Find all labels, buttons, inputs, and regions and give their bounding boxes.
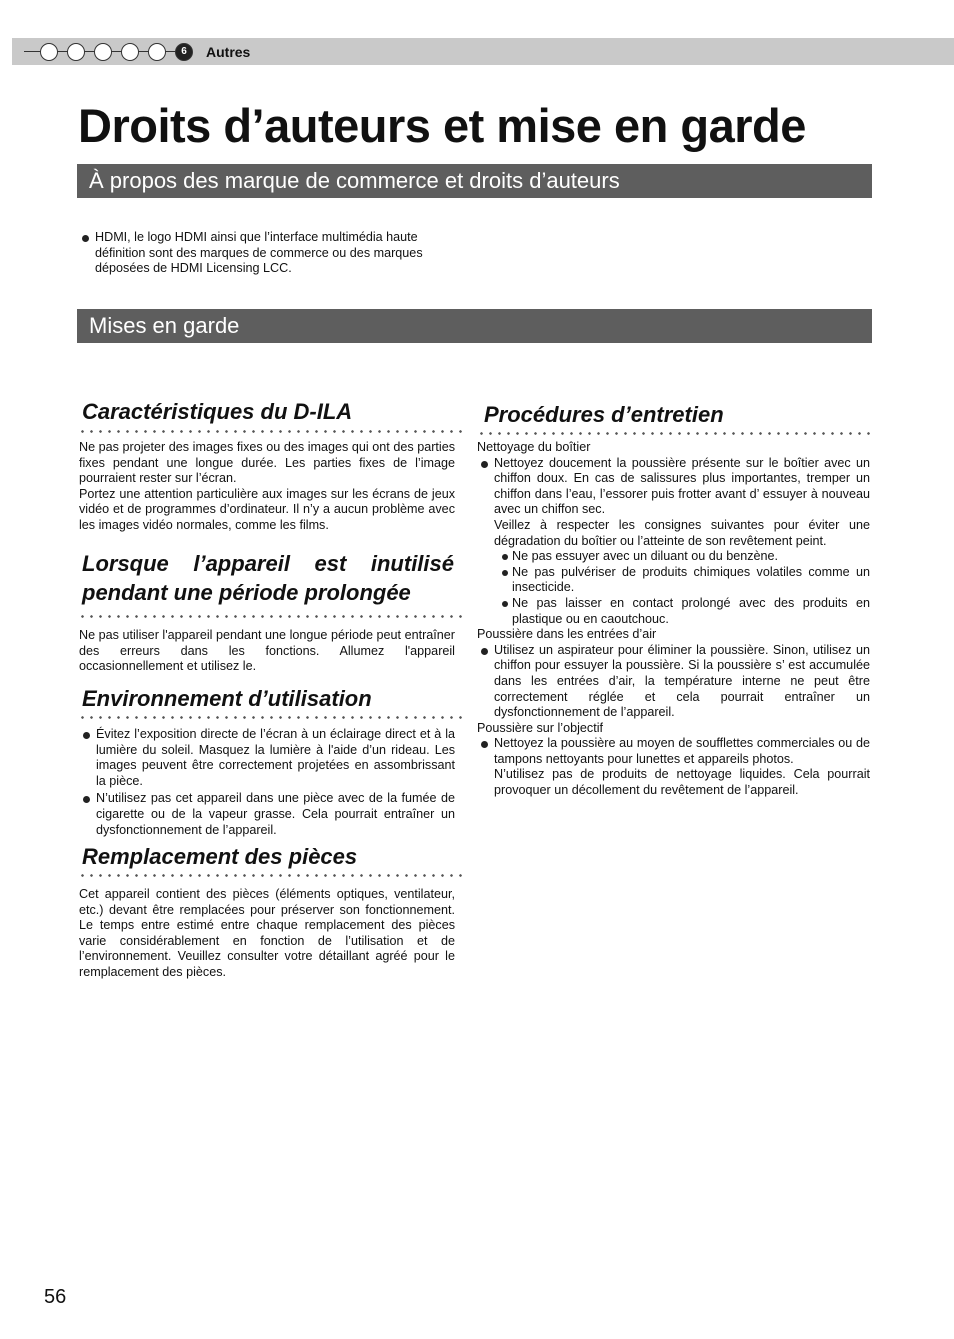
paragraph: N’utilisez pas de produits de nettoyage liquides. Cela pourrait provoquer un décollement du revêtement de l’appareil. [494, 767, 870, 798]
list-item: HDMI, le logo HDMI ainsi que l’interface multimédia haute définition sont des marques de commerce ou des marques déposées de HDMI Licensing LCC. [78, 230, 468, 277]
list-item: Utilisez un aspirateur pour éliminer la poussière. Sinon, utilisez un chiffon pour essuyer la poussière. Si la poussière s’ est accumulée dans les entrées d’air, la température interne ne peut être correctement réglée et cela pourrait entraîner un dysfonctionnement de l’appareil. [477, 643, 870, 721]
vents-label: Poussière dans les entrées d’air [477, 627, 657, 642]
warnings-heading: Mises en garde [77, 309, 872, 343]
current-chapter-badge: 6 [175, 43, 193, 61]
list-item: Ne pas essuyer avec un diluant ou du benzène. [477, 549, 870, 565]
parts-heading: Remplacement des pièces [82, 844, 358, 869]
paragraph: Ne pas projeter des images fixes ou des images qui ont des parties fixes pendant une longue durée. Les parties fixes de l’image pourraient rester sur l’écran. [79, 440, 455, 486]
maintenance-heading: Procédures d’entretien [484, 402, 724, 427]
parts-text [79, 887, 455, 981]
environment-text [79, 727, 455, 838]
list-item: Nettoyez doucement la poussière présente sur le boîtier avec un chiffon doux. En cas de salissures plus importantes, tremper un chiffon dans l’eau, l’essorer puis frotter avant d’ essuyer à nouveau avec un chiffon sec. [477, 456, 870, 518]
page-number: 56 [44, 1286, 67, 1308]
step-circle-icon [94, 43, 112, 61]
dila-text [79, 440, 455, 534]
chapter-label: Autres [206, 44, 251, 60]
step-circle-icon [67, 43, 85, 61]
step-circle-icon [148, 43, 166, 61]
trademarks-text [78, 230, 468, 277]
unused-heading [82, 549, 454, 607]
paragraph: Veillez à respecter les consignes suivantes pour éviter une dégradation du boîtier ou l’atteinte de son revêtement peint. [494, 517, 870, 548]
environment-heading: Environnement d’utilisation [82, 686, 372, 711]
trademarks-heading: À propos des marque de commerce et droits d’auteurs [77, 164, 872, 198]
dotted-divider [78, 430, 464, 433]
list-item: Nettoyez la poussière au moyen de soufflettes commerciales ou de tampons nettoyants pour lunettes et appareils photos. [477, 736, 870, 767]
paragraph: Cet appareil contient des pièces (éléments optiques, ventilateur, etc.) devant être remplacées pour préserver son fonctionnement. Le temps entre estimé entre chaque remplacement des pièces varie considérablement en fonction de l’utilisation et de l’environnement. Veuillez consulter votre détaillant agréé pour le remplacement des pièces. [79, 887, 455, 979]
list-item: Évitez l’exposition directe de l’écran à un éclairage direct et à la lumière du soleil. Masquez la lumière à l'aide d’un rideau. Les images peuvent être correctement projetées en assombrissant la pièce. [79, 727, 455, 789]
page-title: Droits d’auteurs et mise en garde [78, 99, 806, 152]
paragraph: Ne pas utiliser l'appareil pendant une longue période peut entraîner des erreurs dans les fonctions. Allumez l'appareil occasionnellement et utilisez le. [79, 628, 455, 674]
dotted-divider [78, 615, 464, 618]
dotted-divider [78, 874, 464, 877]
case-label: Nettoyage du boîtier [477, 440, 591, 454]
heading-line: pendant une période prolongée [82, 580, 411, 605]
heading-line: Lorsque l’appareil est inutilisé [82, 551, 454, 576]
list-item: Ne pas laisser en contact prolongé avec des produits en plastique ou en caoutchouc. [477, 596, 870, 627]
paragraph: Portez une attention particulière aux images sur les écrans de jeux vidéo et de programmes d’ordinateur. Il n’y a aucun problème avec les images vidéo normales, comme les films. [79, 486, 455, 532]
dotted-divider [78, 716, 464, 719]
lens-label: Poussière sur l’objectif [477, 720, 603, 735]
step-circle-icon [121, 43, 139, 61]
list-item: N’utilisez pas cet appareil dans une pièce avec de la fumée de cigarette ou de la vapeur grasse. Cela pourrait entraîner un dysfonctionnement de l’appareil. [79, 791, 455, 838]
maintenance-text [477, 440, 870, 799]
dotted-divider [477, 432, 875, 435]
dila-heading: Caractéristiques du D-ILA [82, 399, 353, 424]
step-circle-icon [40, 43, 58, 61]
list-item: Ne pas pulvériser de produits chimiques volatiles comme un insecticide. [477, 565, 870, 596]
unused-text [79, 628, 455, 675]
